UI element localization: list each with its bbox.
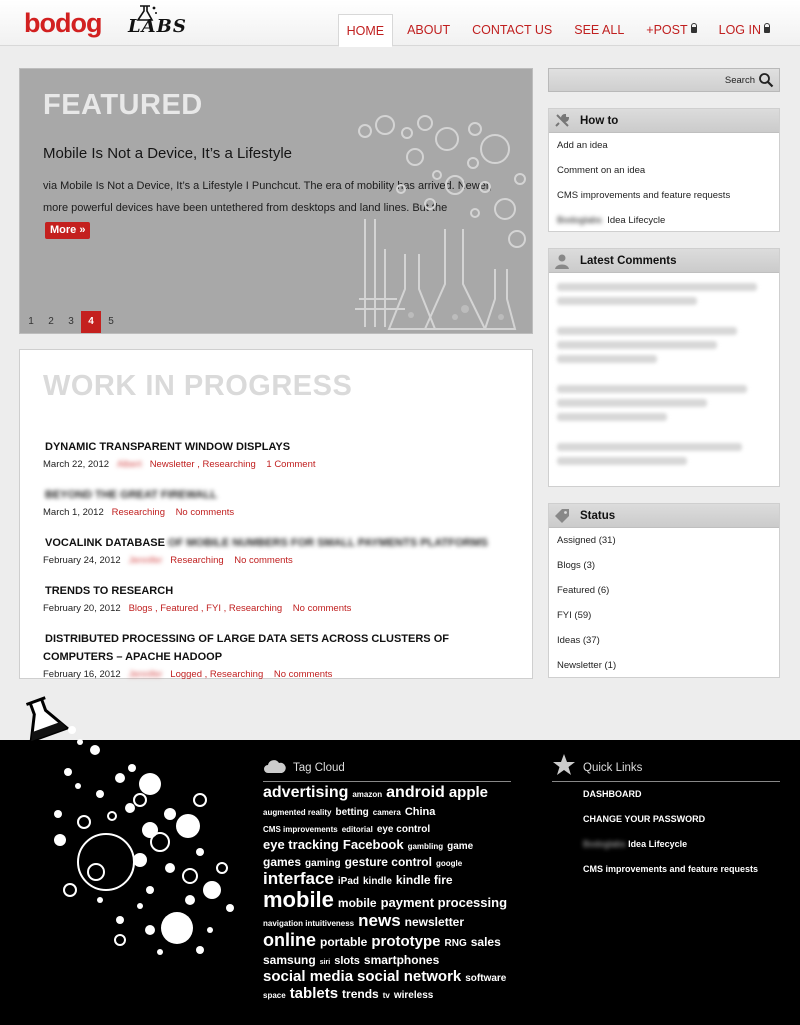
howto-panel: [548, 108, 780, 232]
logo-labs: LABS: [128, 16, 187, 37]
post-date: March 22, 2012: [43, 459, 110, 470]
tag-link[interactable]: eye tracking: [263, 836, 339, 852]
tag-link[interactable]: iPad: [337, 875, 359, 887]
comment-item-blurred: [557, 355, 657, 363]
latest-comments-title: Latest Comments: [580, 255, 677, 267]
post-comments-link[interactable]: 1 Comment: [266, 459, 316, 470]
search-icon[interactable]: [758, 72, 774, 88]
status-link[interactable]: Featured (6): [557, 585, 610, 596]
featured-slider: [19, 68, 533, 334]
star-icon: [552, 753, 576, 777]
post-item: [43, 581, 513, 614]
tag-link[interactable]: augmented reality: [263, 807, 332, 817]
tag-link[interactable]: portable: [320, 935, 368, 950]
featured-heading: FEATURED: [43, 89, 203, 121]
tag-link[interactable]: editorial: [341, 824, 373, 834]
howto-link[interactable]: Comment on an idea: [557, 165, 646, 176]
post-comments-link[interactable]: No comments: [175, 507, 235, 518]
wip-heading: WORK IN PROGRESS: [43, 370, 353, 402]
quick-links-title: Quick Links: [583, 762, 643, 774]
latest-comments-panel: [548, 248, 780, 487]
tag-link[interactable]: space: [263, 991, 286, 1001]
nav-contact-us[interactable]: [464, 14, 560, 46]
tag-link[interactable]: google: [435, 858, 463, 868]
post-meta: [43, 603, 513, 614]
status-link[interactable]: Newsletter (1): [557, 660, 617, 671]
nav-login-label: LOG IN: [718, 23, 761, 37]
tag-link[interactable]: games: [263, 854, 302, 869]
tag-link[interactable]: kindle: [363, 875, 392, 887]
tag-link[interactable]: RNG: [444, 938, 467, 950]
featured-pager: [21, 311, 121, 333]
tag-link[interactable]: siri: [319, 958, 331, 966]
post-date: February 16, 2012: [43, 669, 121, 680]
search-button-label[interactable]: Search: [724, 75, 755, 86]
nav-see-all-label: SEE ALL: [574, 23, 625, 37]
post-comments-link[interactable]: No comments: [234, 555, 293, 566]
tag-link[interactable]: samsung: [263, 952, 316, 967]
nav-home-label: HOME: [346, 24, 385, 38]
post-item: [43, 533, 513, 566]
panel-header: [549, 504, 779, 528]
tag-cloud: [263, 784, 511, 1003]
tools-icon: [554, 113, 570, 129]
post-comments-link[interactable]: No comments: [292, 603, 352, 614]
quick-link-text: Idea Lifecycle: [628, 839, 688, 849]
post-title[interactable]: TRENDS TO RESEARCH: [45, 585, 174, 597]
post-author[interactable]: Jennifer: [128, 669, 163, 680]
tag-icon: [554, 508, 570, 524]
post-meta: [43, 669, 513, 680]
lab-glassware-illustration: [345, 109, 533, 334]
tag-link[interactable]: mobile: [263, 887, 334, 913]
tag-link[interactable]: social media: [263, 967, 354, 985]
tag-link[interactable]: China: [404, 805, 436, 818]
divider: [552, 781, 780, 782]
status-title: Status: [580, 510, 616, 522]
nav-about[interactable]: [399, 14, 458, 46]
tag-link[interactable]: prototype: [371, 933, 441, 951]
featured-post-title[interactable]: Mobile Is Not a Device, It’s a Lifestyle: [43, 145, 292, 162]
tag-link[interactable]: camera: [372, 807, 401, 817]
tag-link[interactable]: sales: [470, 935, 501, 950]
tag-link[interactable]: news: [358, 911, 401, 931]
tag-link[interactable]: mobile: [337, 896, 377, 911]
tag-link[interactable]: android: [386, 784, 445, 801]
more-button[interactable]: More »: [45, 222, 90, 239]
comment-item-blurred: [557, 443, 742, 451]
tag-link[interactable]: kindle fire: [395, 872, 453, 887]
panel-header: [549, 109, 779, 133]
tag-link[interactable]: tv: [382, 991, 390, 1001]
howto-list: [549, 133, 779, 241]
tag-link[interactable]: payment processing: [380, 895, 508, 911]
work-in-progress-panel: [19, 349, 533, 679]
comment-item-blurred: [557, 283, 757, 291]
pager-page-4[interactable]: 4: [81, 311, 101, 333]
tag-link[interactable]: online: [263, 930, 316, 951]
nav-post[interactable]: [638, 14, 704, 46]
post-date: February 20, 2012: [43, 603, 121, 614]
howto-link[interactable]: Add an idea: [557, 140, 608, 151]
status-link[interactable]: Assigned (31): [557, 535, 616, 546]
status-link[interactable]: FYI (59): [557, 610, 592, 621]
search-input[interactable]: [548, 68, 780, 92]
tag-link[interactable]: gambling: [407, 841, 444, 851]
tag-link[interactable]: advertising: [263, 784, 349, 801]
post-item: [43, 437, 513, 470]
comment-item-blurred: [557, 385, 747, 393]
tag-link[interactable]: amazon: [352, 790, 383, 799]
nav-about-label: ABOUT: [407, 23, 451, 37]
comment-item-blurred: [557, 457, 687, 465]
tag-link[interactable]: interface: [263, 868, 334, 888]
tag-cloud-title: Tag Cloud: [293, 762, 345, 774]
featured-excerpt-text: via Mobile Is Not a Device, It’s a Lifestyle I Punchcut. The era of mobility has arrived. Newer, more powerful devices have been untethered from desktops and land lines. But the: [43, 180, 492, 214]
divider: [263, 781, 511, 782]
quick-link-idea-lifecycle[interactable]: [583, 836, 793, 861]
post-title[interactable]: DYNAMIC TRANSPARENT WINDOW DISPLAYS: [45, 441, 291, 453]
pager-page-3[interactable]: 3: [68, 316, 74, 327]
tag-link[interactable]: software: [465, 972, 507, 984]
nav-log-in[interactable]: [711, 14, 778, 46]
status-panel: [548, 503, 780, 678]
tag-link[interactable]: Facebook: [342, 836, 404, 852]
post-title-blurred: OF MOBILE NUMBERS FOR SMALL PAYMENTS PLATFORMS: [168, 537, 488, 549]
post-meta: [43, 507, 513, 518]
post-date: February 24, 2012: [43, 555, 121, 566]
nav-see-all[interactable]: [566, 14, 632, 46]
tag-link[interactable]: eye control: [376, 823, 431, 835]
tag-link[interactable]: smartphones: [363, 952, 440, 967]
quick-link-cms[interactable]: CMS improvements and feature requests: [583, 864, 759, 874]
tag-link[interactable]: slots: [334, 954, 360, 967]
nav-home[interactable]: [338, 14, 394, 47]
post-title[interactable]: [43, 537, 488, 549]
tag-link[interactable]: newsletter: [404, 915, 465, 930]
user-icon: [554, 253, 570, 269]
post-title-text: VOCALINK DATABASE: [45, 537, 165, 549]
site-header: [0, 0, 800, 46]
tag-link[interactable]: betting: [335, 806, 369, 818]
status-list: [549, 528, 779, 686]
quick-link-dashboard[interactable]: DASHBOARD: [583, 789, 642, 799]
comment-item-blurred: [557, 399, 707, 407]
post-tags[interactable]: Researching: [111, 507, 165, 518]
howto-link-text: Idea Lifecycle: [607, 215, 666, 226]
post-meta: [43, 459, 513, 470]
lock-icon: [764, 27, 770, 33]
status-link[interactable]: Ideas (37): [557, 635, 600, 646]
site-logo[interactable]: [24, 6, 194, 42]
tag-link[interactable]: game: [447, 840, 474, 852]
pager-page-1[interactable]: 1: [28, 316, 34, 327]
post-tags[interactable]: Newsletter , Researching: [149, 459, 256, 470]
howto-link[interactable]: CMS improvements and feature requests: [557, 190, 731, 201]
tag-link[interactable]: wireless: [393, 990, 434, 1002]
howto-link[interactable]: [557, 212, 771, 237]
tag-link[interactable]: tablets: [289, 985, 339, 1003]
post-title[interactable]: DISTRIBUTED PROCESSING OF LARGE DATA SETS ACROSS CLUSTERS OF COMPUTERS – APACHE HADOOP: [43, 633, 449, 663]
comment-item-blurred: [557, 297, 697, 305]
post-tags[interactable]: Researching: [170, 555, 224, 566]
cloud-icon: [263, 758, 287, 774]
post-author[interactable]: Jennifer: [128, 555, 163, 566]
nav-post-label: +POST: [646, 23, 688, 37]
post-item: [43, 629, 513, 680]
tag-link[interactable]: CMS improvements: [263, 824, 338, 834]
comment-item-blurred: [557, 341, 717, 349]
lock-icon: [691, 27, 697, 33]
post-date: March 1, 2012: [43, 507, 104, 518]
tag-link[interactable]: apple: [448, 784, 489, 801]
tag-link[interactable]: gaming: [305, 857, 341, 869]
howto-link-blurred: Bodoglabs: [557, 215, 602, 226]
quick-link-change-password[interactable]: CHANGE YOUR PASSWORD: [583, 814, 706, 824]
post-tags[interactable]: Blogs , Featured , FYI , Researching: [128, 603, 283, 614]
flask-bubbles-illustration: [0, 690, 250, 990]
pager-page-2[interactable]: 2: [48, 316, 54, 327]
tag-link[interactable]: navigation intuitiveness: [263, 919, 355, 929]
latest-comments-list: [549, 273, 779, 475]
post-title[interactable]: BEYOND THE GREAT FIREWALL: [45, 489, 218, 501]
post-author[interactable]: Albert: [116, 459, 142, 470]
pager-page-5[interactable]: 5: [108, 316, 114, 327]
comment-item-blurred: [557, 413, 667, 421]
post-item: [43, 485, 513, 518]
post-comments-link[interactable]: No comments: [273, 669, 333, 680]
logo-word: bodog: [24, 8, 102, 38]
quick-links-list: [583, 786, 793, 886]
comment-item-blurred: [557, 327, 737, 335]
tag-link[interactable]: trends: [342, 987, 379, 1002]
main-nav: [332, 14, 778, 46]
howto-title: How to: [580, 115, 619, 127]
tag-link[interactable]: social network: [357, 967, 462, 985]
panel-header: [549, 249, 779, 273]
post-tags[interactable]: Logged , Researching: [170, 669, 264, 680]
quick-link-blurred: Bodoglabs: [583, 839, 626, 849]
nav-contact-label: CONTACT US: [472, 23, 553, 37]
tag-link[interactable]: gesture control: [344, 854, 432, 869]
post-meta: [43, 555, 513, 566]
status-link[interactable]: Blogs (3): [557, 560, 596, 571]
